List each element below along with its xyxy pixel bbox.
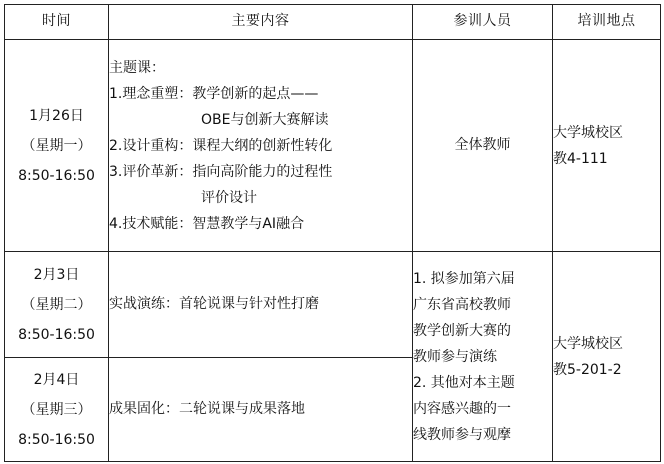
time-cell (5, 40, 109, 252)
item-number: 1. (109, 85, 123, 102)
hours-text: 8:50-16:50 (18, 431, 95, 448)
people-cell: 全体教师 (413, 40, 553, 252)
training-schedule-table (4, 4, 661, 462)
content-cell: 成果固化：二轮说课与成果落地 (109, 358, 413, 462)
header-time: 时间 (5, 5, 109, 40)
content-item (109, 211, 412, 237)
people-line: 教学创新大赛的 (413, 322, 511, 339)
people-line: 教师参与演练 (413, 348, 497, 365)
item-text: 评价设计 (201, 189, 257, 206)
date-text: 1月26日 (29, 107, 84, 124)
table-row (5, 40, 661, 252)
item-text: OBE与创新大赛解读 (201, 111, 329, 128)
date-text: 2月3日 (33, 266, 80, 283)
hours-text: 8:50-16:50 (18, 326, 95, 343)
header-people: 参训人员 (413, 5, 553, 40)
people-line: 线教师参与观摩 (413, 426, 511, 443)
item-number: 3. (109, 163, 123, 180)
time-cell (5, 358, 109, 462)
time-cell (5, 252, 109, 358)
item-number: 4. (109, 215, 123, 232)
content-item-continuation (109, 107, 412, 133)
content-item (109, 159, 412, 185)
people-cell-shared (413, 252, 553, 462)
item-text: 理念重塑：教学创新的起点—— (122, 85, 319, 102)
item-text: 评价革新：指向高阶能力的过程性 (122, 163, 333, 180)
people-line: 1. 拟参加第六届 (413, 270, 515, 287)
header-place: 培训地点 (553, 5, 661, 40)
weekday-text: （星期一） (21, 137, 92, 154)
place-cell (553, 40, 661, 252)
item-text: 技术赋能：智慧教学与AI融合 (122, 215, 305, 232)
content-cell: 实战演练：首轮说课与针对性打磨 (109, 252, 413, 358)
hours-text: 8:50-16:50 (18, 167, 95, 184)
content-item-continuation (109, 185, 412, 211)
place-campus: 大学城校区 (553, 124, 623, 141)
table-row (5, 252, 661, 358)
content-title: 主题课： (109, 59, 165, 76)
place-cell-shared (553, 252, 661, 462)
content-item (109, 133, 412, 159)
header-content: 主要内容 (109, 5, 413, 40)
item-number: 2. (109, 137, 123, 154)
content-cell (109, 40, 413, 252)
item-text: 设计重构：课程大纲的创新性转化 (122, 137, 333, 154)
place-room: 教5-201-2 (553, 361, 622, 378)
people-line: 2. 其他对本主题 (413, 374, 515, 391)
people-line: 广东省高校教师 (413, 296, 511, 313)
place-campus: 大学城校区 (553, 335, 623, 352)
content-item (109, 81, 412, 107)
people-line: 内容感兴趣的一 (413, 400, 511, 417)
place-room: 教4-111 (553, 150, 608, 167)
weekday-text: （星期三） (21, 401, 92, 418)
weekday-text: （星期二） (21, 296, 92, 313)
date-text: 2月4日 (33, 371, 80, 388)
table-header-row (5, 5, 661, 40)
